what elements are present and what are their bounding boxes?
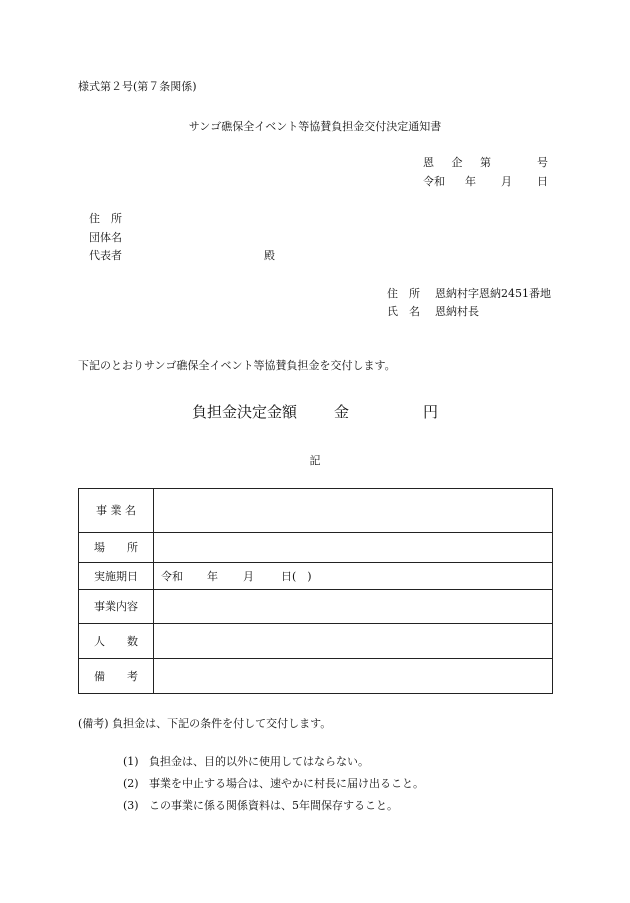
- row-label: 事 業 名: [79, 489, 154, 533]
- issuer-address-label: 住 所: [387, 287, 420, 300]
- row-label: 備 考: [79, 659, 154, 694]
- row-label: 人 数: [79, 624, 154, 659]
- date-month-unit: 月: [501, 175, 512, 188]
- issuer-name-value: 恩納村長: [435, 305, 479, 318]
- row-label: 場 所: [79, 533, 154, 563]
- recipient-rep-label: 代表者: [89, 249, 122, 262]
- exec-date-era: 令和: [161, 569, 183, 583]
- issue-date: [423, 176, 548, 187]
- date-era: 令和: [423, 175, 445, 188]
- intro-text: 下記のとおりサンゴ礁保全イベント等協賛負担金を交付します。: [78, 359, 396, 372]
- condition-number: (2): [123, 777, 139, 790]
- issuer-name: [387, 306, 479, 317]
- condition-item: [123, 756, 369, 767]
- table-row: [79, 590, 553, 624]
- amount-unit: 円: [423, 403, 439, 421]
- condition-text: 事業を中止する場合は、速やかに村長に届け出ること。: [149, 777, 424, 790]
- notes-heading: (備考) 負担金は、下記の条件を付して交付します。: [78, 717, 332, 730]
- condition-item: [123, 800, 398, 811]
- condition-item: [123, 778, 424, 789]
- reference-suffix: 号: [537, 156, 548, 169]
- form-number: 様式第２号(第７条関係): [78, 80, 197, 93]
- table-row: [79, 489, 553, 533]
- table-row: [79, 659, 553, 694]
- amount-prefix: 金: [334, 403, 350, 421]
- row-label: 事業内容: [79, 590, 154, 624]
- row-value: [154, 659, 553, 694]
- reference-number: [423, 157, 548, 168]
- exec-date-day-unit: 日( ): [281, 569, 312, 583]
- row-value: [154, 624, 553, 659]
- recipient-org-label: 団体名: [89, 231, 122, 244]
- row-value: [154, 533, 553, 563]
- condition-text: 負担金は、目的以外に使用してはならない。: [149, 755, 369, 768]
- issuer-address-value: 恩納村字恩納2451番地: [435, 287, 551, 300]
- condition-text: この事業に係る関係資料は、5年間保存すること。: [149, 799, 398, 812]
- recipient-honorific: 殿: [264, 249, 275, 262]
- date-year-unit: 年: [465, 175, 476, 188]
- document-title: サンゴ礁保全イベント等協賛負担金交付決定通知書: [188, 120, 442, 133]
- row-value: [154, 489, 553, 533]
- row-value-date: [154, 563, 553, 590]
- amount-label: 負担金決定金額: [192, 403, 298, 421]
- reference-label: 恩 企 第: [423, 156, 498, 169]
- decided-amount: [192, 403, 439, 421]
- date-day-unit: 日: [537, 175, 548, 188]
- recipient-address-label: 住 所: [89, 212, 122, 225]
- exec-date-year-unit: 年: [207, 569, 218, 583]
- issuer-name-label: 氏 名: [387, 305, 420, 318]
- details-table: [78, 488, 553, 694]
- table-row: [79, 624, 553, 659]
- issuer-address: [387, 288, 551, 299]
- table-row: [79, 563, 553, 590]
- condition-number: (3): [123, 799, 139, 812]
- ki-heading: 記: [309, 454, 321, 467]
- exec-date-month-unit: 月: [243, 569, 254, 583]
- condition-number: (1): [123, 755, 139, 768]
- row-label: 実施期日: [79, 563, 154, 590]
- table-row: [79, 533, 553, 563]
- row-value: [154, 590, 553, 624]
